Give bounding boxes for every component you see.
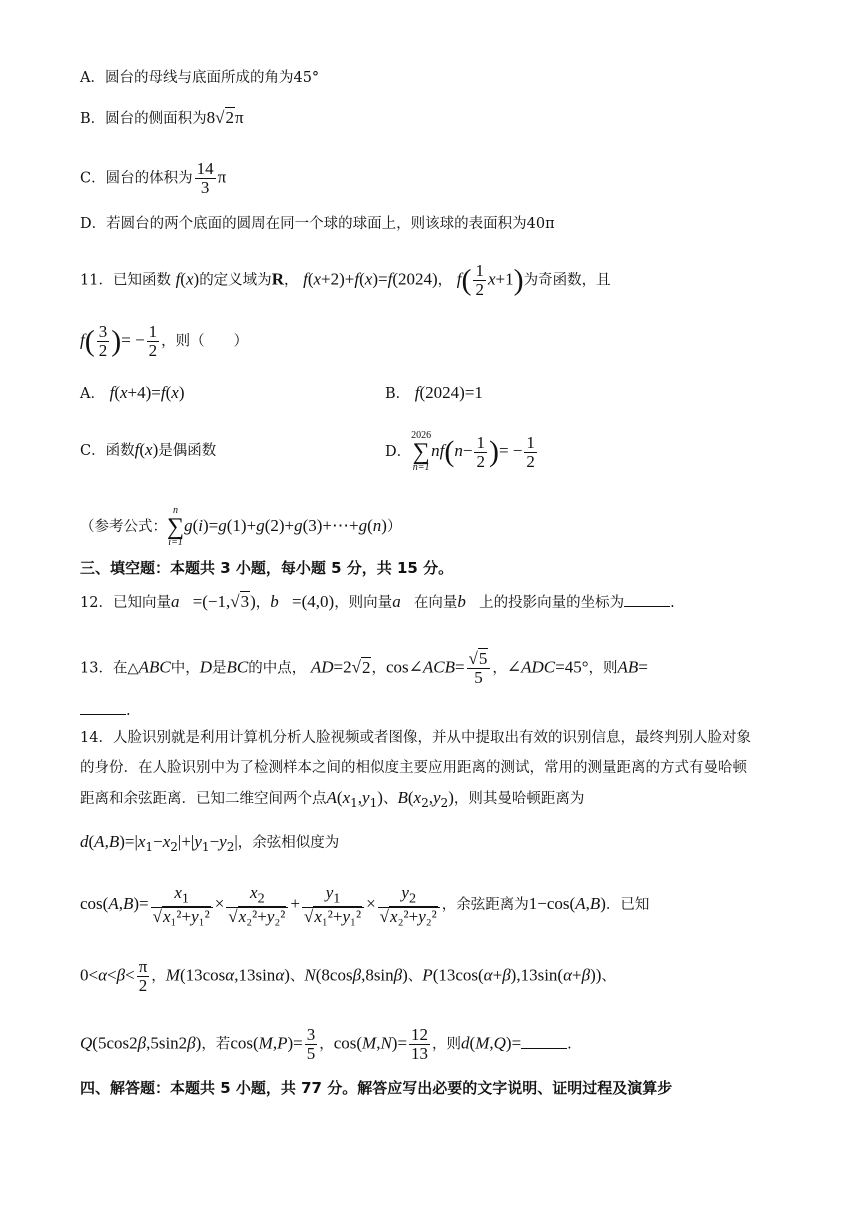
- q12-answer-blank[interactable]: [624, 592, 670, 607]
- q14-final-line: Q(5cos2β,5sin2β)，若cos(M,P)= $\frac{3}{5}$ ，cos(M,N)= $\frac{12}{13}$ ，则d(M,Q)= .: [80, 1025, 572, 1063]
- q10-option-b-math: 8√2π: [206, 108, 244, 127]
- q14-angle-points: 0<α<β< $\frac{\pi}{2}$ ，M(13cosα,13sinα)、N(8cosβ,8sinβ)、P(13cos(α+β),13sin(α+β))、: [80, 957, 616, 995]
- q10-option-c-label: C．圆台的体积为: [80, 170, 193, 187]
- q13-answer-line: .: [80, 700, 131, 721]
- q13-answer-blank[interactable]: [80, 700, 126, 715]
- q14-cosine-formula: cos(A,B)= $\frac{x_1}{\text{√x₁²+y₁²}}$ × $\frac{x_2}{\text{√x₂²+y₂²}}$ + $\frac{y_1}{\text{√x₁²+y₁²}}$ × $\frac{y_2}{\text{√x₂²+y₂²}}$ ，余弦距离为1−cos(A,B)．已知: [80, 883, 650, 927]
- q11-option-a: A． f(x+4)=f(x): [80, 383, 185, 402]
- q13: 13．在△ABC中，D是BC的中点， AD=2√2，cos∠ACB= $\frac{√5}{5}$ ，∠ADC=45°，则AB=: [80, 649, 648, 687]
- q14-line-1: 14．人脸识别就是利用计算机分析人脸视频或者图像，并从中提取出有效的识别信息，最终判别人脸对象: [80, 730, 751, 746]
- section-4-heading: 四、解答题：本题共 5 小题，共 77 分。解答应写出必要的文字说明、证明过程及演算步: [80, 1079, 673, 1097]
- q11-option-d: D． 2026 ∑ n=1 nf(n− $\frac{1}{2}$ )= − $\frac{1}{2}$: [385, 430, 535, 473]
- section-3-heading: 三、填空题：本题共 3 小题，每小题 5 分，共 15 分。: [80, 559, 454, 577]
- q10-option-d: D．若圆台的两个底面的圆周在同一个球的球面上，则该球的表面积为40π: [80, 216, 555, 232]
- q11-option-c: C．函数f(x)是偶函数: [80, 440, 217, 459]
- q10-option-c: C．圆台的体积为 $\frac{14}{3}$ π: [80, 159, 227, 197]
- q11-reference-formula: （参考公式： n ∑ i=1 g(i)=g(1)+g(2)+g(3)+⋯+g(n)）: [80, 505, 402, 548]
- q10-option-a: A．圆台的母线与底面所成的角为45°: [80, 70, 320, 86]
- q10-option-c-fraction: $\frac{14}{3}$: [196, 159, 214, 197]
- q10-option-b-label: B．圆台的侧面积为: [80, 111, 207, 127]
- q14-line-2: 的身份．在人脸识别中为了检测样本之间的相似度主要应用距离的测试，常用的测量距离的方式有曼哈顿: [80, 760, 747, 776]
- q11-option-b: B． f(2024)=1: [385, 383, 483, 402]
- q11-stem: 11．已知函数 f(x)的定义域为R， f(x+2)+f(x)=f(2024)， f( $\frac{1}{2}$ x+1)为奇函数，且: [80, 261, 611, 299]
- q14-answer-blank[interactable]: [521, 1034, 567, 1049]
- q10-option-b: [80, 108, 244, 129]
- q11-condition: f( $\frac{3}{2}$ )= − $\frac{1}{2}$ ，则（ ）: [80, 322, 249, 360]
- q14-manhattan-formula: $d(A,B)=|x_1-x_2|+|y_1-y_2|$，余弦相似度为: [80, 832, 340, 854]
- q14-line-3: 距离和余弦距离．已知二维空间两个点$A(x_1,y_1)$、$B(x_2,y_2)$，则其曼哈顿距离为: [80, 788, 585, 810]
- q12: 12．已知向量a⃗=(−1,√3)，b⃗=(4,0)，则向量a⃗在向量b⃗上的投影向量的坐标为 .: [80, 592, 675, 611]
